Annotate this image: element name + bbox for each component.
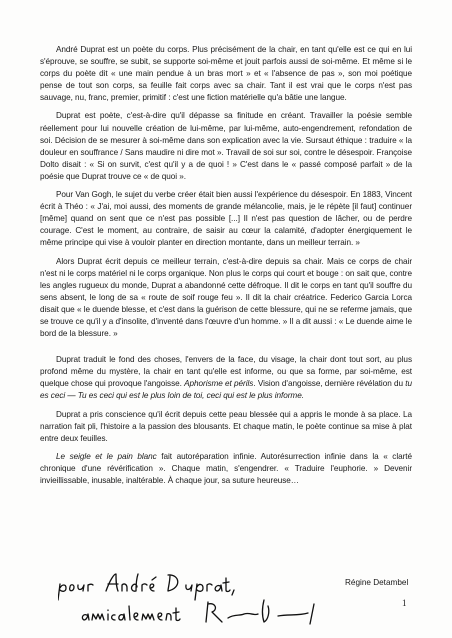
paragraph-7: Le seigle et le pain blanc fait autoréparation infinie. Autorésurrection infinie dans la « clarté chronique d'une révérification ». Chaque matin, s'engendrer. « Traduire l'euphorie. » Devenir invieillissable, inusable, inaltérable. À chaque jour, sa suture heureuse… <box>40 451 413 485</box>
paragraph-3: Pour Van Gogh, le sujet du verbe créer était bien aussi l'expérience du désespoir. En 1883, Vincent écrit à Théo : « J'ai, moi aussi, des moments de grande mélancolie, mais, je le répète [il faut] continuer [même] quand on sent que ce n'est pas possible [...] Il n'est pas question de lâcher, ou de perdre courage. C'est le moment, au contraire, de saisir au cœur la calamité, d'adopter énergiquement le même principe qui vise à vouloir planter en direction montante, dans un meilleur terrain. » <box>40 190 412 248</box>
page-number: 1 <box>402 598 407 608</box>
paragraph-4: Alors Duprat écrit depuis ce meilleur terrain, c'est-à-dire depuis sa chair. Mais ce corps de chair n'est ni le corps matériel ni le corps organique. Non plus le corps qui court et bouge : on sait que, contre les angles rugueux du monde, Duprat a abandonné cette défroque. Il dit le corps en tant qu'il souffre du sens absent, le long de sa « route de soif rouge feu ». Il dit la chair créatrice. Federico Garcia Lorca disait que « le duende blesse, et c'est dans la guérison de cette blessure, qui ne se referme jamais, que se trouve ce qu'il y a d'insolite, d'inventé dans l'œuvre d'un homme. » Il a dit aussi : « Le duende aime le bord de la blessure. » <box>40 256 412 339</box>
paragraph-5: Duprat traduit le fond des choses, l'envers de la face, du visage, la chair dont tout sort, au plus profond même du mystère, la chair en tant qu'elle est informe, ou que sa forme, par soi-même, est quelque chose qui provoque l'angoisse. Aphorisme et périls. Vision d'angoisse, dernière révélation du tu es ceci — Tu es ceci qui est le plus loin de toi, ceci qui est le plus informe. <box>40 355 412 401</box>
paragraph-1: André Duprat est un poète du corps. Plus précisément de la chair, en tant qu'elle est ce qui en lui s'éprouve, se souffre, se subit, se supporte soi-même et jouit parfois aussi de soi-même. Et même si le corps du poète dit « une main pendue à un bras mort » et « l'absence de pas », son moi poétique pense de tout son corps, sa feuille fait corps avec sa chair. Tant il est vrai que le corps n'est pas sauvage, nu, franc, premier, primitif : c'est une fiction matérielle qu'a bâtie une langue. <box>40 45 412 103</box>
article-body <box>40 44 412 493</box>
paragraph-6: Duprat a pris conscience qu'il écrit depuis cette peau blessée qui a appris le monde à sa place. La narration fait pli, l'histoire a la passion des blousants. Et chaque matin, le poète continue sa mise à plat entre deux feuilles. <box>40 409 412 443</box>
author-name: Régine Detambel <box>345 578 409 587</box>
paragraph-2: Duprat est poète, c'est-à-dire qu'il dépasse sa finitude en créant. Travailler la poésie semble réellement pour lui nouvelle création de lui-même, par lui-même, auto-engendrement, refondation de soi. Décision de se mesurer à soi-même dans son explication avec la vie. Sursaut éthique : traduire « la douleur en souffrance / Sans maudire ni dire mot ». Travail de soi sur soi, contre le désespoir. Françoise Dolto disait : « Si on survit, c'est qu'il y a de quoi ! » C'est dans le « passé composé parfait » de la poésie que Duprat trouve ce « de quoi ». <box>40 111 412 181</box>
handwritten-dedication-signature <box>58 570 328 625</box>
